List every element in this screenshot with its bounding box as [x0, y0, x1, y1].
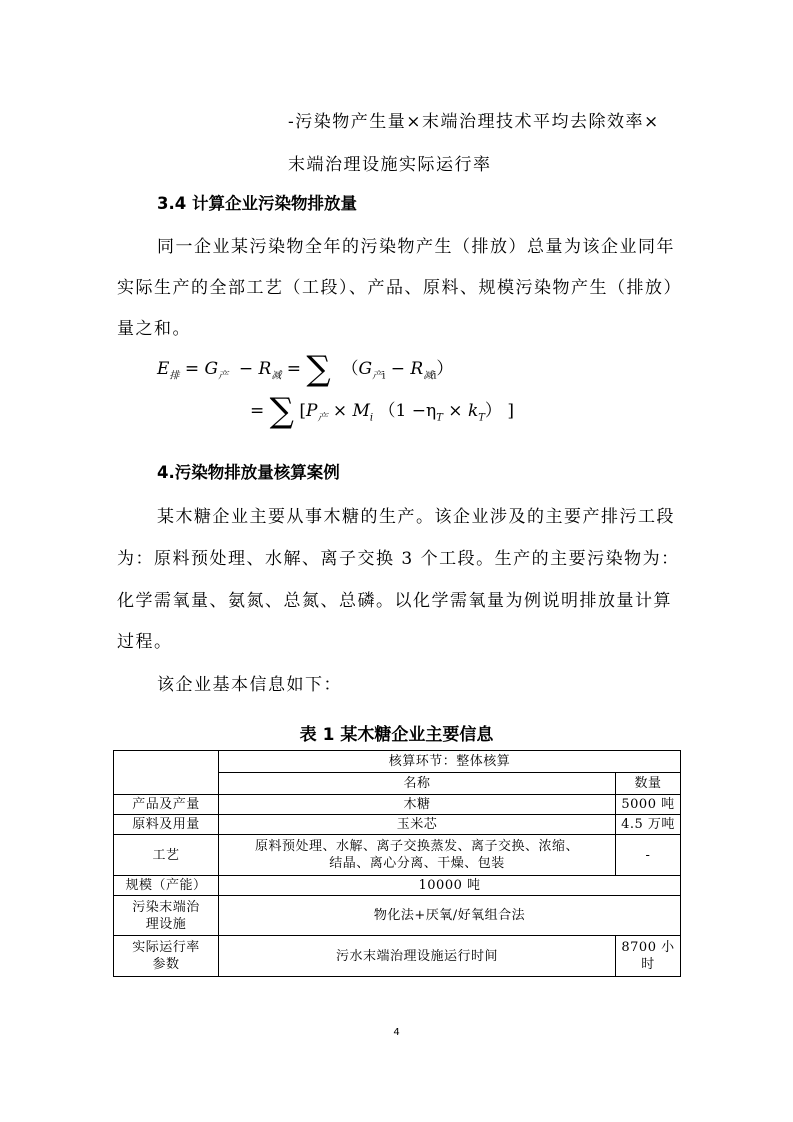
- row-name: 木糖: [219, 795, 616, 815]
- row-value: 10000 吨: [219, 876, 681, 896]
- row-qty: 5000 吨: [616, 795, 681, 815]
- table-row: [114, 936, 681, 977]
- paragraph-2-line-1: 某木糖企业主要从事木糖的生产。该企业涉及的主要产排污工段: [157, 507, 675, 527]
- row-label: 规模（产能）: [114, 876, 219, 896]
- formula-line-2: = ∑ [$P_产 \times M_i$ $(1 -\eta_T \times k_T)$ ]: [250, 391, 514, 431]
- row-label: 工艺: [114, 835, 219, 876]
- row-label-line-1: 污染末端治: [132, 899, 200, 915]
- paragraph-2-line-2: 为：原料预处理、水解、离子交换 3 个工段。生产的主要污染物为：: [117, 549, 680, 569]
- row-name: 污水末端治理设施运行时间: [219, 936, 616, 977]
- formula-line-1: $E_排 = G_产 - R_减$ = ∑ $(G_{产i} - R_{减i})$: [157, 349, 454, 389]
- table-row: [114, 795, 681, 815]
- column-header-name: 名称: [219, 773, 616, 795]
- table-row: [114, 751, 681, 773]
- row-qty: 4.5 万吨: [616, 815, 681, 835]
- row-qty: [616, 936, 681, 977]
- row-label-line-1: 实际运行率: [132, 940, 200, 955]
- table-row: [114, 835, 681, 876]
- continued-formula-line-2: 末端治理设施实际运行率: [288, 155, 492, 175]
- column-header-qty: 数量: [616, 773, 681, 795]
- row-value: 物化法+厌氧/好氧组合法: [219, 896, 681, 936]
- section-heading-4: 4.污染物排放量核算案例: [157, 463, 340, 482]
- row-qty: -: [616, 835, 681, 876]
- table-row: [114, 896, 681, 936]
- row-name: [219, 835, 616, 876]
- section-heading-3-4: 3.4 计算企业污染物排放量: [157, 194, 357, 213]
- paragraph-1-line-3: 量之和。: [117, 319, 191, 339]
- row-qty-line-2: 时: [641, 957, 655, 972]
- paragraph-3: 该企业基本信息如下：: [157, 675, 342, 695]
- page-number: 4: [393, 1027, 400, 1038]
- table-caption: 表 1 某木糖企业主要信息: [299, 725, 494, 745]
- paragraph-1-line-2: 实际生产的全部工艺（工段）、产品、原料、规模污染物产生（排放）: [117, 278, 682, 298]
- row-label: 原料及用量: [114, 815, 219, 835]
- sigma-symbol: ∑: [306, 349, 331, 389]
- sigma-symbol: ∑: [269, 391, 294, 431]
- row-qty-line-1: 8700 小: [621, 940, 675, 955]
- header-span-cell: 核算环节：整体核算: [219, 751, 681, 773]
- table-row: [114, 815, 681, 835]
- row-label: 产品及产量: [114, 795, 219, 815]
- row-name-line-2: 结晶、离心分离、干燥、包装: [329, 856, 505, 871]
- continued-formula-line-1: -污染物产生量×末端治理技术平均去除效率×: [288, 112, 660, 132]
- row-label-line-2: 参数: [152, 957, 180, 972]
- enterprise-info-table: [113, 750, 681, 977]
- table-row: [114, 876, 681, 896]
- row-name: 玉米芯: [219, 815, 616, 835]
- table-corner-cell: [114, 751, 219, 795]
- paragraph-1-line-1: 同一企业某污染物全年的污染物产生（排放）总量为该企业同年: [157, 237, 675, 257]
- row-name-line-1: 原料预处理、水解、离子交换蒸发、离子交换、浓缩、: [254, 839, 579, 854]
- paragraph-2-line-3: 化学需氧量、氨氮、总氮、总磷。以化学需氧量为例说明排放量计算: [117, 591, 672, 611]
- row-label-line-2: 理设施: [145, 916, 187, 932]
- row-label: [114, 936, 219, 977]
- paragraph-2-line-4: 过程。: [117, 632, 173, 652]
- row-label: [114, 896, 219, 936]
